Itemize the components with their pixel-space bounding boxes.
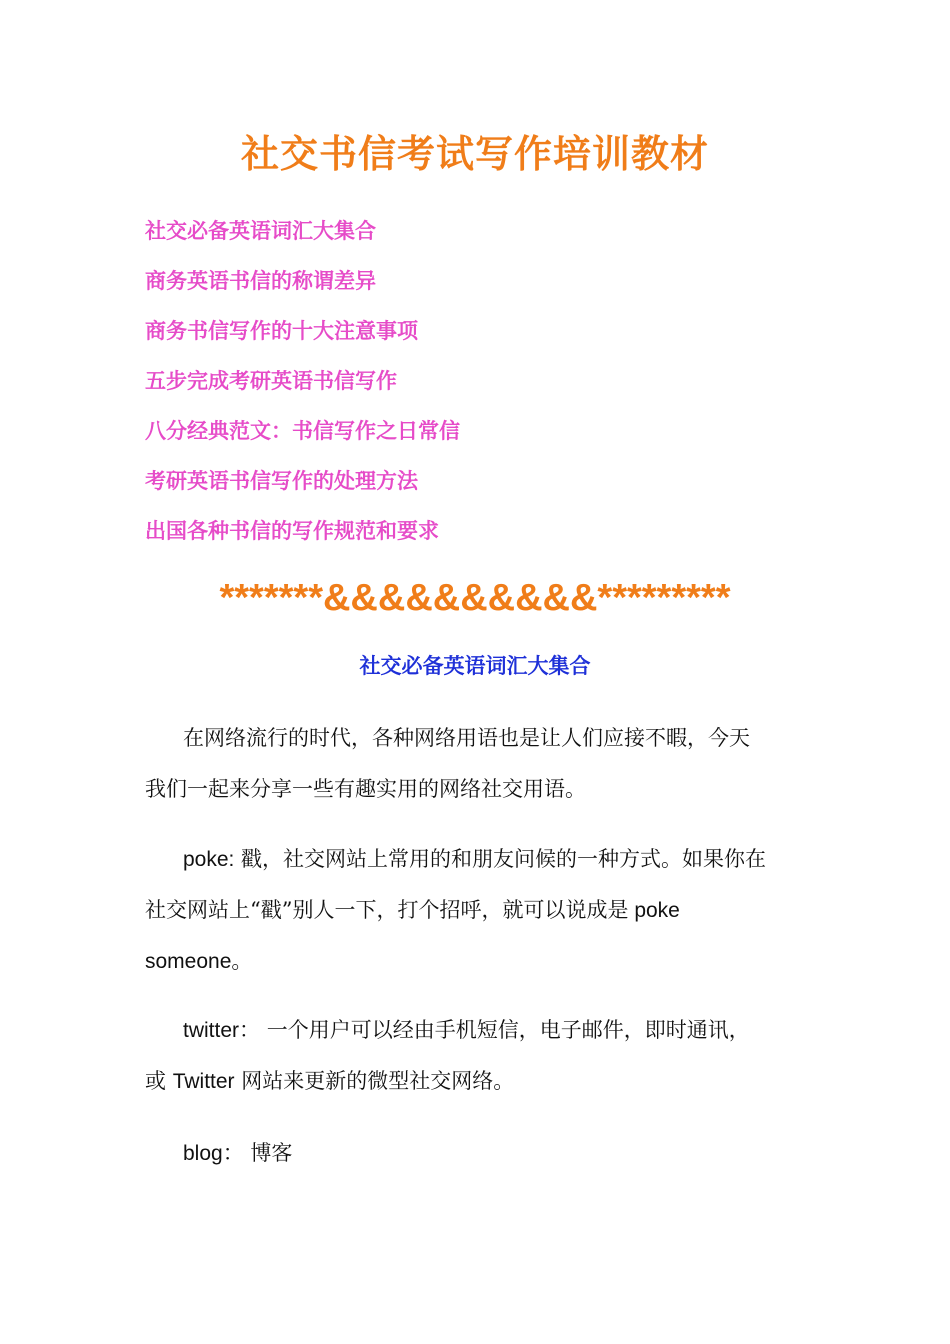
text-run: ： 博客 <box>222 1141 293 1165</box>
paragraph-line <box>145 1128 805 1179</box>
twitter-paragraph <box>145 1005 805 1107</box>
section-heading: 社交必备英语词汇大集合 <box>359 653 591 678</box>
text-run: 在网络流行的时代，各种网络用语也是让人们应接不暇，今天 <box>183 726 750 750</box>
toc-item: 出国各种书信的写作规范和要求 <box>145 518 439 543</box>
term-blog: blog <box>183 1142 223 1165</box>
blog-paragraph <box>145 1128 805 1179</box>
toc-item: 商务英语书信的称谓差异 <box>145 268 376 293</box>
toc-item: 八分经典范文：书信写作之日常信 <box>145 418 460 443</box>
text-run: 。 <box>231 949 253 973</box>
paragraph-line <box>145 936 805 987</box>
toc-item: 商务书信写作的十大注意事项 <box>145 318 418 343</box>
table-of-contents <box>145 206 460 556</box>
intro-paragraph <box>145 713 805 815</box>
paragraph-line <box>145 885 805 936</box>
paragraph-line <box>145 713 805 764</box>
paragraph-line <box>145 834 805 885</box>
toc-item: 考研英语书信写作的处理方法 <box>145 468 418 493</box>
text-run: 社交网站上“戳”别人一下，打个招呼，就可以说成是 <box>145 898 629 922</box>
text-run: Twitter <box>172 1070 235 1093</box>
term-poke: poke: <box>183 848 235 871</box>
term-twitter: twitter <box>183 1019 240 1042</box>
paragraph-line <box>145 1005 805 1056</box>
toc-item: 社交必备英语词汇大集合 <box>145 218 376 243</box>
poke-paragraph <box>145 834 805 987</box>
text-run: 戳，社交网站上常用的和朋友问候的一种方式。如果你在 <box>234 847 767 871</box>
toc-item: 五步完成考研英语书信写作 <box>145 368 397 393</box>
paragraph-line: 我们一起来分享一些有趣实用的网络社交用语。 <box>145 777 586 801</box>
section-divider: *******&&&&&&&&&&********* <box>219 577 731 619</box>
text-run: 网站来更新的微型社交网络。 <box>234 1069 515 1093</box>
text-run: someone <box>145 950 232 973</box>
text-run: ： 一个用户可以经由手机短信，电子邮件，即时通讯， <box>239 1018 750 1042</box>
paragraph-line <box>145 1056 805 1107</box>
text-run: poke <box>628 899 680 922</box>
text-run: 或 <box>145 1069 173 1093</box>
document-title: 社交书信考试写作培训教材 <box>240 131 709 176</box>
